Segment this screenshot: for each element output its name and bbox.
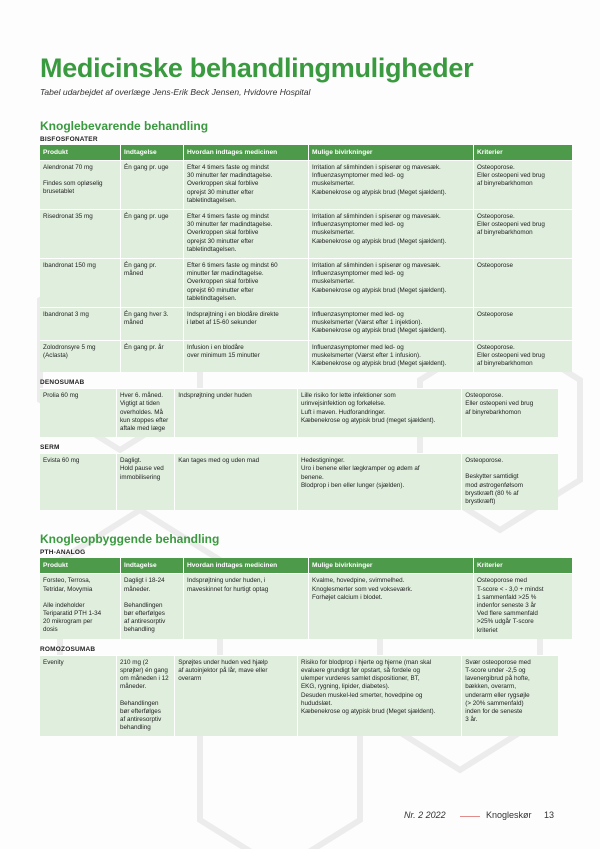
cell-line: Osteoporose.	[477, 343, 515, 351]
cell-line	[43, 172, 117, 180]
cell-bivirkninger	[309, 160, 474, 209]
table-row	[40, 307, 572, 340]
cell-produkt	[40, 209, 121, 258]
cell-line: af antiresorptiv	[119, 715, 162, 723]
cell-line: minutter før madindtagelse.	[187, 270, 264, 278]
group-label-denosumab: DENOSUMAB	[40, 379, 85, 387]
cell-produkt	[40, 388, 117, 437]
cell-hvordan	[175, 453, 298, 510]
page-title: Medicinske behandlingmuligheder	[40, 53, 474, 83]
table-serm	[40, 453, 558, 510]
cell-line: 1 sammenfald >25 %	[477, 593, 537, 601]
footer-divider	[460, 816, 480, 817]
cell-line: Influenzasymptomer med led- og	[312, 172, 404, 180]
group-label-pth-analog: PTH-ANALOG	[40, 549, 86, 557]
cell-bivirkninger	[309, 209, 474, 258]
group-label-romozosumab: ROMOZOSUMAB	[40, 645, 96, 653]
cell-line: hududslæt.	[300, 699, 333, 707]
cell-produkt	[40, 160, 121, 209]
cell-line	[465, 465, 555, 473]
cell-line: behandling	[124, 626, 155, 634]
cell-line: Én gang pr. uge	[124, 164, 169, 171]
cell-kriterier	[474, 573, 572, 638]
cell-bivirkninger	[298, 655, 462, 737]
cell-indtagelse	[117, 655, 175, 737]
cell-hvordan	[184, 209, 309, 258]
table-romozosumab	[40, 655, 558, 737]
cell-bivirkninger	[309, 307, 474, 340]
cell-produkt	[40, 307, 121, 340]
cell-line: Influenzasymptomer med led- og	[312, 270, 404, 278]
cell-line: Kæbenekrose og atypisk brud (Meget sjældent).	[312, 237, 447, 245]
cell-line: benene.	[300, 473, 324, 481]
cell-line: Irritation af slimhinden i spiserør og mavesæk.	[312, 262, 441, 270]
cell-line: af binyrebarkhomon	[477, 180, 533, 188]
table-row	[40, 258, 572, 307]
cell-line: muskelsmerter.	[312, 278, 355, 286]
cell-bivirkninger	[309, 573, 474, 638]
cell-line: Forhøjet calcium i blodet.	[312, 593, 383, 601]
cell-hvordan	[175, 655, 298, 737]
cell-line: Desuden muskel-led smerter, hovedpine og	[300, 691, 423, 699]
cell-line: Dagligt.	[119, 457, 142, 465]
page-content	[40, 52, 560, 736]
cell-line: overarm	[178, 675, 202, 683]
cell-line: Knoglesmerter som ved vokseværk.	[312, 585, 413, 593]
table-row	[40, 573, 572, 638]
cell-line: Ibandronat 150 mg	[43, 262, 96, 270]
cell-line: over minimum 15 minutter	[187, 351, 260, 359]
cell-indtagelse	[121, 573, 184, 638]
cell-line: Eller osteopeni ved brug	[465, 400, 534, 408]
cell-line: i løbet af 15-60 sekunder	[187, 319, 257, 327]
cell-indtagelse	[117, 388, 175, 437]
cell-line: Kæbenekrose og atypisk brud (Meget sjældent).	[312, 360, 447, 368]
cell-line: 30 minutter før madindtagelse.	[187, 221, 273, 229]
cell-line: muskelsmerter.	[312, 180, 355, 188]
table-row	[40, 655, 558, 737]
cell-line: 210 mg (2	[119, 658, 149, 666]
cell-line: evaluere grundigt før opstart, så fordele og	[300, 666, 420, 674]
cell-line: Osteoporose med	[477, 577, 528, 585]
cell-line: bør efterfølges	[124, 609, 165, 617]
cell-line: Hold pause ved	[119, 465, 164, 473]
cell-line: Indsprøjtning under huden	[178, 392, 252, 400]
cell-line: Irritation af slimhinden i spiserør og mavesæk.	[312, 213, 441, 221]
cell-line: bør efterfølges	[119, 707, 161, 715]
cell-indtagelse	[121, 160, 184, 209]
page-subtitle: Tabel udarbejdet af overlæge Jens-Erik Beck Jensen, Hvidovre Hospital	[40, 87, 311, 97]
column-header-kriterier: Kriterier	[474, 145, 572, 160]
cell-kriterier	[474, 340, 572, 373]
column-header-produkt: Produkt	[40, 145, 121, 160]
cell-line: Evenity	[43, 658, 64, 666]
cell-line: Findes som opløselig	[43, 180, 103, 188]
cell-indtagelse	[121, 307, 184, 340]
cell-line: tabletindtagelsen.	[187, 245, 237, 253]
issue-number: Nr. 2 2022	[404, 810, 446, 820]
cell-produkt	[40, 573, 121, 638]
cell-line: Evista 60 mg	[43, 457, 80, 465]
cell-kriterier	[462, 388, 558, 437]
cell-line: kriteriet	[477, 626, 498, 634]
cell-line: Indsprøjtning i en blodåre direkte	[187, 311, 279, 319]
cell-line: Vigtigt at tiden	[119, 400, 160, 408]
cell-line: maveskinnet for hurtigt optag	[187, 585, 269, 593]
cell-line: Ved flere sammenfald	[477, 610, 538, 618]
cell-line: Én gang pr.	[124, 262, 157, 270]
cell-line: Luft i maven. Hudforandringer.	[300, 408, 386, 416]
cell-line: Kvalme, hovedpine, svimmelhed.	[312, 577, 405, 585]
cell-line: Blodprop i ben eller lunger (sjælden).	[300, 481, 405, 489]
cell-line: Osteoporose	[477, 311, 514, 319]
section-title-knoglebevarende: Knoglebevarende behandling	[40, 119, 209, 133]
cell-line: brusetablet	[43, 188, 75, 196]
cell-hvordan	[184, 573, 309, 638]
cell-line: Osteoporose.	[465, 457, 504, 465]
cell-line: måned	[124, 319, 144, 327]
cell-line: Alendronat 70 mg	[43, 164, 93, 171]
cell-line: af autoinjektor på lår, mave eller	[178, 666, 268, 674]
cell-line: Én gang hver 3.	[124, 311, 169, 319]
cell-line: oprejst 30 minutter efter	[187, 237, 254, 245]
cell-line: Irritation af slimhinden i spiserør og mavesæk.	[312, 164, 441, 171]
cell-line: Overkroppen skal forblive	[187, 229, 259, 237]
cell-line: overholdes. Må	[119, 408, 164, 416]
cell-line: Én gang pr. år	[124, 343, 164, 351]
cell-kriterier	[462, 655, 558, 737]
cell-line: underarm eller rygsøjle	[465, 691, 530, 699]
cell-line: Kæbenekrose og atypisk brud (Meget sjældent).	[300, 707, 436, 715]
cell-line: muskelsmerter (Værst efter 1 injektion).	[312, 319, 423, 327]
cell-line: Eller osteopeni ved brug	[477, 172, 545, 180]
cell-line: oprejst 60 minutter efter	[187, 286, 254, 294]
cell-line	[43, 594, 117, 602]
cell-line: Svær osteoporose med	[465, 658, 531, 666]
cell-line: Risiko for blodprop i hjerte og hjerne (man skal	[300, 658, 432, 666]
cell-line: lavenergibrud på hofte,	[465, 675, 530, 683]
cell-line: Én gang pr. uge	[124, 213, 169, 221]
cell-hvordan	[184, 307, 309, 340]
cell-line: Osteoporose.	[465, 392, 504, 400]
cell-bivirkninger	[309, 258, 474, 307]
cell-line: Indsprøjtning under huden, i	[187, 577, 266, 585]
cell-line	[120, 692, 171, 700]
cell-line: Dagligt i 18-24	[124, 577, 165, 585]
cell-line: om måneden i 12	[119, 675, 169, 683]
cell-line: Behandlingen	[119, 699, 159, 707]
cell-line: Efter 6 timers faste og mindst 60	[187, 262, 278, 270]
cell-line: Influenzasymptomer med led- og	[312, 311, 404, 319]
cell-line: Infusion i en blodåre	[187, 343, 244, 351]
cell-line: af binyrebarkhomon	[477, 360, 533, 368]
cell-indtagelse	[121, 340, 184, 373]
cell-line: Uro i benene eller lægkramper og ødem af	[300, 465, 420, 473]
section-title-knogleopbyggende: Knogleopbyggende behandling	[40, 532, 220, 547]
cell-line: Lille risiko for lette infektioner som	[300, 392, 396, 400]
table-pth-analog	[40, 558, 572, 638]
table-header-row	[40, 558, 572, 573]
cell-line: Ibandronat 3 mg	[43, 311, 89, 319]
cell-line: 30 minutter før madindtagelse.	[187, 172, 273, 180]
cell-line: Behandlingen	[124, 601, 163, 609]
cell-line: Efter 4 timers faste og mindst	[187, 164, 269, 171]
cell-line: Zolodronsyre 5 mg	[43, 343, 96, 351]
cell-line: Alle indeholder	[43, 601, 85, 609]
cell-line: Influenzasymptomer med led- og	[312, 221, 404, 229]
cell-line: kun stoppes efter	[119, 416, 169, 424]
cell-produkt	[40, 340, 121, 373]
cell-line: Teriparatid PTH 1-34	[43, 609, 102, 617]
cell-line: ulemper vurderes samlet dispositioner, BT,	[300, 675, 420, 683]
cell-line: inden for de seneste	[465, 707, 523, 715]
cell-line: Hver 6. måned.	[119, 392, 164, 400]
cell-line: >25% udgår T-score	[477, 618, 534, 626]
cell-line: sprøjter) én gang	[119, 666, 168, 674]
cell-indtagelse	[117, 453, 175, 510]
cell-kriterier	[474, 258, 572, 307]
cell-hvordan	[184, 258, 309, 307]
cell-line: af binyrebarkhomon	[477, 229, 533, 237]
cell-line: Risedronat 35 mg	[43, 213, 93, 221]
cell-line: Hedestigninger.	[300, 457, 345, 465]
cell-line: af binyrebarkhomon	[465, 408, 521, 416]
column-header-indtagelse: Indtagelse	[121, 145, 184, 160]
cell-line: Overkroppen skal forblive	[187, 180, 259, 188]
cell-line: indenfor seneste 3 år	[477, 601, 537, 609]
cell-line: Kæbenekrose og atypisk brud (meget sjældent).	[300, 416, 436, 424]
table-row	[40, 388, 558, 437]
column-header-hvordan: Hvordan indtages medicinen	[184, 558, 309, 573]
cell-line: Influenzasymptomer med led- og	[312, 343, 404, 351]
cell-produkt	[40, 258, 121, 307]
cell-line: 3 år.	[465, 716, 478, 724]
column-header-produkt: Produkt	[40, 558, 121, 573]
cell-line: Kæbenekrose og atypisk brud (Meget sjældent).	[312, 286, 447, 294]
cell-bivirkninger	[298, 388, 462, 437]
table-header-row	[40, 145, 572, 160]
cell-line: Tetridar, Movymia	[43, 585, 93, 593]
cell-line: Osteoporose.	[477, 164, 515, 171]
cell-line: 20 mikrogram per	[43, 618, 93, 626]
cell-line: Kan tages med og uden mad	[178, 457, 260, 465]
cell-line: mod østrogenfølsom	[465, 481, 524, 489]
cell-line: Forsteo, Terrosa,	[43, 577, 91, 585]
cell-line: aftale med læge	[119, 425, 166, 433]
cell-line: dosis	[43, 626, 58, 634]
cell-line: Kæbenekrose og atypisk brud (Meget sjældent).	[312, 188, 447, 196]
cell-line: oprejst 30 minutter efter	[187, 188, 254, 196]
cell-line	[124, 594, 180, 602]
column-header-bivirkninger: Mulige bivirkninger	[309, 145, 474, 160]
cell-line: T-score under -2,5 og	[465, 666, 526, 674]
cell-line: Eller osteopeni ved brug	[477, 221, 545, 229]
table-row	[40, 453, 558, 510]
cell-line: T-score < - 3,0 + mindst	[477, 585, 544, 593]
cell-line: af antiresorptiv	[124, 618, 166, 626]
cell-bivirkninger	[298, 453, 462, 510]
column-header-hvordan: Hvordan indtages medicinen	[184, 145, 309, 160]
table-row	[40, 209, 572, 258]
cell-hvordan	[184, 160, 309, 209]
cell-hvordan	[184, 340, 309, 373]
table-bisfosfonater	[40, 145, 572, 372]
cell-line: Efter 4 timers faste og mindst	[187, 213, 269, 221]
cell-line: Eller osteopeni ved brug	[477, 351, 545, 359]
page-number: 13	[544, 810, 555, 820]
cell-hvordan	[175, 388, 298, 437]
column-header-bivirkninger: Mulige bivirkninger	[309, 558, 474, 573]
cell-line: måned	[124, 270, 144, 278]
cell-line: muskelsmerter (Værst efter 1 infusion).	[312, 351, 421, 359]
cell-line: brystkræft)	[465, 498, 496, 506]
cell-line: brystkræft (80 % af	[465, 489, 519, 497]
table-row	[40, 160, 572, 209]
cell-produkt	[40, 655, 117, 737]
cell-line: måneder.	[124, 585, 151, 593]
cell-line: muskelsmerter.	[312, 229, 355, 237]
cell-line: EKG, rygning, lipider, diabetes).	[300, 683, 390, 691]
cell-line: urinvejsinfektion og forkølelse.	[300, 400, 386, 408]
cell-line: Beskytter samtidigt	[465, 473, 519, 481]
cell-indtagelse	[121, 258, 184, 307]
cell-line: (Aclasta)	[43, 351, 68, 359]
cell-kriterier	[474, 160, 572, 209]
cell-produkt	[40, 453, 117, 510]
cell-kriterier	[474, 307, 572, 340]
cell-line: Sprøjtes under huden ved hjælp	[178, 658, 268, 666]
column-header-kriterier: Kriterier	[474, 558, 572, 573]
cell-line: immobilisering	[119, 473, 161, 481]
cell-kriterier	[462, 453, 558, 510]
cell-line: Prolia 60 mg	[43, 392, 79, 400]
magazine-name: Knogleskør	[486, 810, 532, 820]
cell-line: Kæbenekrose og atypisk brud (Meget sjældent).	[312, 327, 447, 335]
cell-line: (> 20% sammenfald)	[465, 699, 524, 707]
cell-bivirkninger	[309, 340, 474, 373]
cell-indtagelse	[121, 209, 184, 258]
cell-line: måneder.	[119, 683, 147, 691]
cell-kriterier	[474, 209, 572, 258]
cell-line: Osteoporose.	[477, 213, 515, 221]
cell-line: behandling	[119, 724, 151, 732]
column-header-indtagelse: Indtagelse	[121, 558, 184, 573]
cell-line: bækken, overarm,	[465, 683, 517, 691]
cell-line: Osteoporose	[477, 262, 514, 270]
cell-line: tabletindtagelsen.	[187, 196, 237, 204]
table-denosumab	[40, 388, 558, 437]
group-label-serm: SERM	[40, 444, 60, 452]
table-row	[40, 340, 572, 373]
group-label-bisfosfonater: BISFOSFONATER	[40, 136, 98, 143]
cell-line: Overkroppen skal forblive	[187, 278, 259, 286]
cell-line: tabletindtagelsen.	[187, 294, 237, 302]
